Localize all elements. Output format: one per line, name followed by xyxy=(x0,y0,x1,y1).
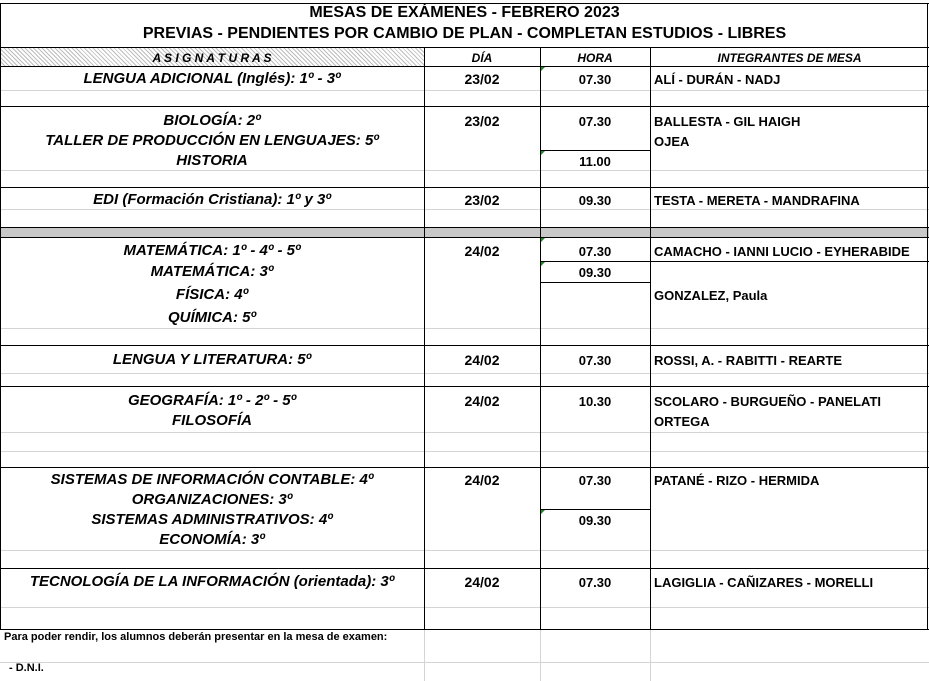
subject-cell: GEOGRAFÍA: 1º - 2º - 5º xyxy=(127,392,297,409)
day-cell: 23/02 xyxy=(464,113,500,129)
hour-cell: 09.30 xyxy=(578,193,612,208)
subject-cell: HISTORIA xyxy=(176,152,248,169)
hour-cell: 07.30 xyxy=(578,72,612,87)
members-cell: ROSSI, A. - RABITTI - REARTE xyxy=(654,353,843,368)
subject-cell: FILOSOFÍA xyxy=(172,412,252,429)
footer-requirement: - D.N.I. xyxy=(9,662,44,674)
day-cell: 24/02 xyxy=(464,472,500,488)
hour-cell: 07.30 xyxy=(578,353,612,368)
day-cell: 24/02 xyxy=(464,243,500,259)
subject-cell: SISTEMAS DE INFORMACIÓN CONTABLE: 4º xyxy=(50,471,374,488)
subject-cell: LENGUA Y LITERATURA: 5º xyxy=(112,351,312,368)
day-cell: 23/02 xyxy=(464,192,500,208)
hour-cell: 07.30 xyxy=(578,244,612,259)
hour-cell: 11.00 xyxy=(579,154,611,169)
schedule-title: MESAS DE EXÁMENES - FEBRERO 2023 xyxy=(309,4,620,21)
subject-cell: QUÍMICA: 5º xyxy=(168,309,256,326)
subject-cell: ORGANIZACIONES: 3º xyxy=(131,491,293,508)
members-cell: OJEA xyxy=(654,134,690,149)
members-cell: BALLESTA - GIL HAIGH xyxy=(654,114,801,129)
subject-cell: FÍSICA: 4º xyxy=(175,286,249,303)
subject-cell: SISTEMAS ADMINISTRATIVOS: 4º xyxy=(91,511,333,528)
members-cell: LAGIGLIA - CAÑIZARES - MORELLI xyxy=(654,575,874,590)
hour-cell: 10.30 xyxy=(578,394,612,409)
column-header-subjects: A S I G N A T U R A S xyxy=(152,51,272,65)
subject-cell: TECNOLOGÍA DE LA INFORMACIÓN (orientada): 3º xyxy=(29,573,395,590)
hour-cell: 09.30 xyxy=(578,265,612,280)
subject-cell: MATEMÁTICA: 1º - 4º - 5º xyxy=(123,242,301,259)
day-cell: 23/02 xyxy=(464,71,500,87)
footer-note: Para poder rendir, los alumnos deberán presentar en la mesa de examen: xyxy=(4,631,388,643)
day-cell: 24/02 xyxy=(464,393,500,409)
day-cell: 24/02 xyxy=(464,574,500,590)
hour-cell: 09.30 xyxy=(578,513,612,528)
hour-cell: 07.30 xyxy=(578,114,612,129)
members-cell: CAMACHO - IANNI LUCIO - EYHERABIDE xyxy=(654,244,910,259)
schedule-subtitle: PREVIAS - PENDIENTES POR CAMBIO DE PLAN - COMPLETAN ESTUDIOS - LIBRES xyxy=(142,25,787,42)
subject-cell: MATEMÁTICA: 3º xyxy=(150,263,274,280)
members-cell: SCOLARO - BURGUEÑO - PANELATI xyxy=(654,394,882,409)
members-cell: ORTEGA xyxy=(654,414,710,429)
subject-cell: EDI (Formación Cristiana): 1º y 3º xyxy=(93,191,331,208)
subject-cell: BIOLOGÍA: 2º xyxy=(163,112,261,129)
column-header-members: INTEGRANTES DE MESA xyxy=(717,51,862,65)
subject-cell: TALLER DE PRODUCCIÓN EN LENGUAJES: 5º xyxy=(45,132,379,149)
hour-cell: 07.30 xyxy=(578,575,612,590)
members-cell: TESTA - MERETA - MANDRAFINA xyxy=(654,193,860,208)
day-cell: 24/02 xyxy=(464,352,500,368)
subject-cell: LENGUA ADICIONAL (Inglés): 1º - 3º xyxy=(83,70,341,87)
members-cell: ALÍ - DURÁN - NADJ xyxy=(654,72,781,87)
column-header-day: DÍA xyxy=(471,51,493,65)
subject-cell: ECONOMÍA: 3º xyxy=(159,531,265,548)
members-cell: GONZALEZ, Paula xyxy=(654,288,768,303)
section-separator-band xyxy=(0,227,929,237)
members-cell: PATANÉ - RIZO - HERMIDA xyxy=(654,473,820,488)
cell-marker xyxy=(541,238,545,242)
hour-cell: 07.30 xyxy=(578,473,612,488)
column-header-hour: HORA xyxy=(577,51,613,65)
